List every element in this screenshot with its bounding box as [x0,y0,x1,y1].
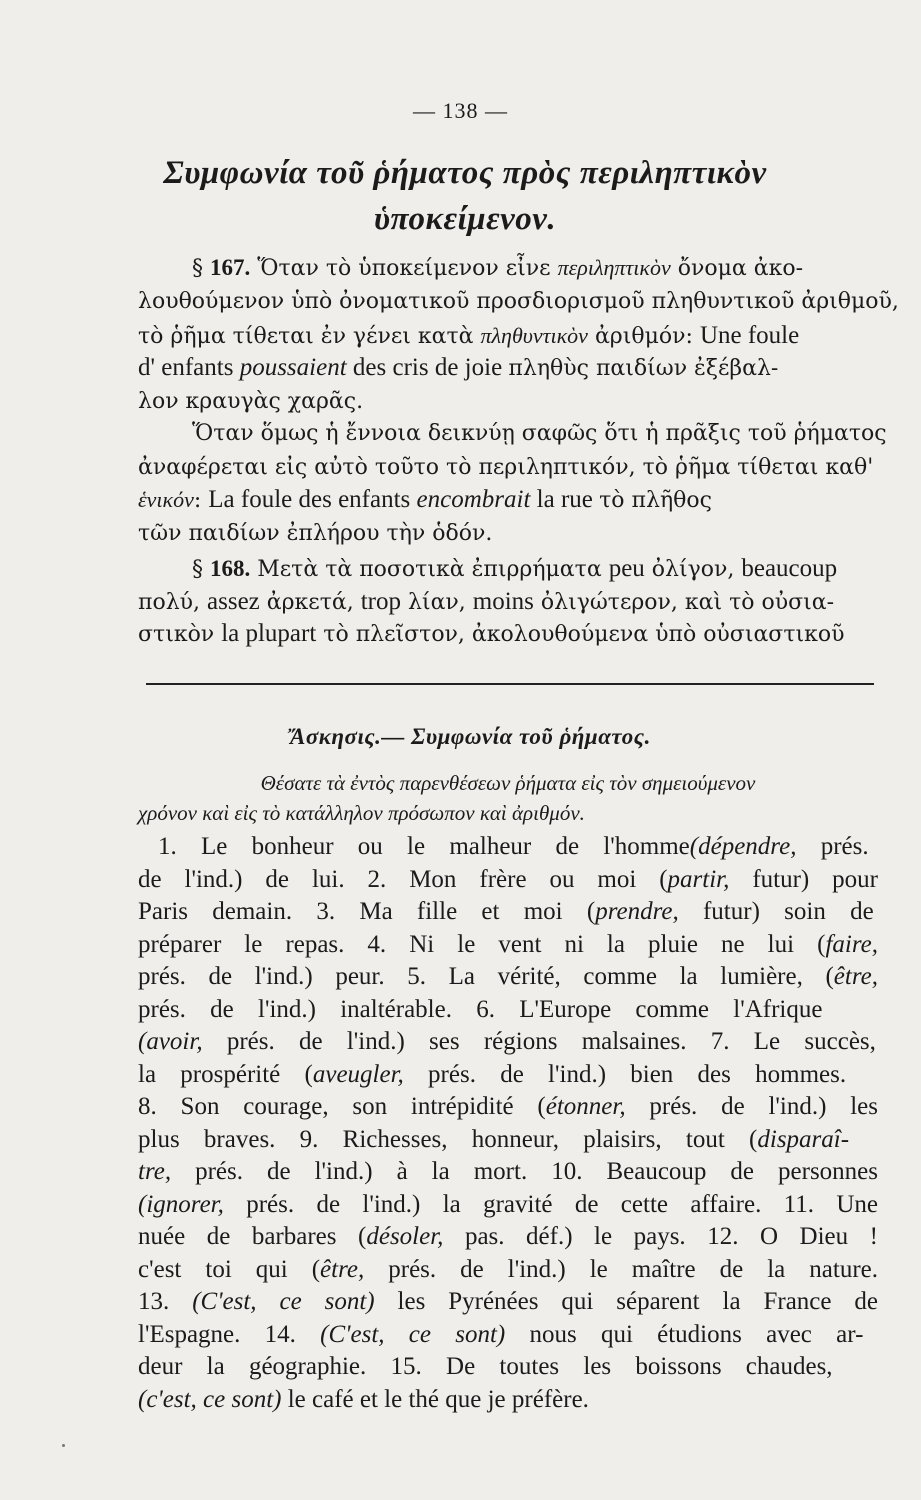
exercise-text: plus braves. 9. Richesses, honneur, plaisirs, tout ( [138,1125,758,1153]
exercise-text: prés. de l'ind.) les [625,1093,878,1120]
exercise-text: pas. déf.) le pays. 12. O Dieu ! [443,1223,878,1250]
exercise-line [138,1093,878,1121]
italic-verb: être, [320,1255,365,1283]
exercise-text: 8. Son courage, son intrépidité ( [138,1093,546,1120]
italic-verb: (c'est, ce sont) [138,1385,282,1413]
italic-verb: prendre, [595,898,679,925]
exercise-text: prés. de l'ind.) le maître de la nature. [364,1255,878,1283]
section-number: 167. [210,255,251,280]
exercise-text: futur) soin de [678,898,874,925]
p167-line-4: d' enfants poussaient des cris de joie πληθὺς παιδίων ἐξέβαλ- [138,354,779,381]
italic-verb: (dépendre, [689,833,797,860]
italic-verb: disparaî- [757,1125,850,1153]
p167-line-8: ἑνικόν: La foule des enfants encombrait la rue τὸ πλῆθος [138,486,712,513]
exercise-line [138,898,874,926]
exercise-line [138,1386,589,1414]
exercise-text: c'est toi qui ( [138,1255,321,1283]
exercise-line [138,1126,849,1154]
section-title [140,150,790,242]
exercise-line [138,1321,863,1349]
exercise-line [138,1288,878,1316]
italic-verb: partir, [667,865,730,893]
p167-line-5: λον κραυγὰς χαρᾶς. [138,389,364,414]
exercise-text: Paris demain. 3. Ma fille et moi ( [138,898,596,925]
exercise-text: prés. de l'ind.) ses régions malsaines. 7. Le succès, [202,1028,876,1055]
exercise-line [138,931,878,959]
italic-verb: (ignorer, [138,1190,224,1218]
exercise-text: prés. de l'ind.) inaltérable. 6. L'Europe comme l'Afrique [138,995,823,1023]
exercise-line [138,1061,846,1089]
exercise-title: Ἄσκησις.— Συμφωνία τοῦ ῥήματος. [290,724,651,749]
exercise-line [138,1028,876,1056]
exercise-text: l'Espagne. 14. [138,1320,321,1348]
italic-verb: aveugler, [312,1060,404,1088]
exercise-instruction-line-1: Θέσατε τὰ ἐντὸς παρενθέσεων ῥήματα εἰς τὸν σημειούμενον [260,771,756,795]
italic-verb: (avoir, [138,1028,203,1055]
exercise-line [138,866,878,894]
exercise-line [138,1191,878,1219]
exercise-line [138,963,878,991]
p167-line-3: τὸ ῥῆμα τίθεται ἐν γένει κατὰ πληθυντικὸν ἀριθμόν: Une foule [138,322,800,349]
p168-line-3: στικὸν la plupart τὸ πλεῖστον, ἀκολουθούμενα ὑπὸ οὐσιαστικοῦ [138,620,845,647]
italic-verb: être, [833,963,878,990]
exercise-text: prés. [796,833,869,860]
exercise-text: de l'ind.) de lui. 2. Mon frère ou moi ( [138,865,668,893]
italic-verb: faire, [825,930,878,958]
p167-line-7: ἀναφέρεται εἰς αὐτὸ τοῦτο τὸ περιληπτικόν, τὸ ῥῆμα τίθεται καθ' [138,455,874,480]
exercise-text: prés. de l'ind.) bien des hommes. [403,1060,847,1088]
exercise-line [158,833,869,861]
p167-line-1: § 167. Ὅταν τὸ ὑποκείμενον εἶνε περιληπτικὸν ὄνομα ἀκο- [192,255,804,281]
exercise-text: prés. de l'ind.) peur. 5. La vérité, comme la lumière, ( [138,963,834,990]
stray-mark [62,1444,65,1447]
exercise-text: 13. [138,1288,193,1315]
section-title-line-1: Συμφωνία τοῦ ῥήματος πρὸς περιληπτικὸν [163,155,767,191]
exercise-text: le café et le thé que je préfère. [281,1385,589,1413]
exercise-text: futur) pour [729,865,878,893]
p168-line-1: § 168. Μετὰ τὰ ποσοτικὰ ἐπιρρήματα peu ὀλίγον, beaucoup [192,555,838,582]
exercise-text: prés. de l'ind.) à la mort. 10. Beaucoup de personnes [171,1158,878,1185]
section-number: 168. [210,556,251,581]
p168-line-2: πολύ, assez ἀρκετά, trop λίαν, moins ὀλιγώτερον, καὶ τὸ οὐσια- [138,588,835,615]
italic-verb: (C'est, ce sont) [320,1320,506,1348]
exercise-line [138,1223,878,1251]
p167-line-6: Ὅταν ὅμως ἡ ἔννοια δεικνύῃ σαφῶς ὅτι ἡ πρᾶξις τοῦ ῥήματος [192,421,887,446]
exercise-text: deur la géographie. 15. De toutes les boissons chaudes, [138,1353,833,1380]
italic-verb: tre, [138,1158,172,1185]
exercise-text: 1. Le bonheur ou le malheur de l'homme [158,833,690,860]
horizontal-rule [146,683,874,685]
italic-verb: désoler, [366,1223,444,1250]
p167-line-2: λουθούμενον ὑπὸ ὀνοματικοῦ προσδιορισμοῦ πληθυντικοῦ ἀριθμοῦ, [138,289,899,314]
italic-verb: (C'est, ce sont) [192,1288,375,1315]
exercise-text: nous qui étudions avec ar- [505,1320,864,1348]
section-title-line-2: ὑποκείμενον. [373,201,557,237]
exercise-line [138,996,822,1024]
exercise-instruction-line-2: χρόνον καὶ εἰς τὸ κατάλληλον πρόσωπον καὶ ἀριθμόν. [138,801,585,825]
exercise-line [138,1256,878,1284]
exercise-line [138,1353,833,1381]
exercise-text: la prospérité ( [138,1060,313,1088]
p167-line-9: τῶν παιδίων ἐπλήρου τὴν ὁδόν. [138,521,493,546]
exercise-line [138,1158,878,1186]
exercise-text: préparer le repas. 4. Ni le vent ni la pluie ne lui ( [138,930,826,958]
exercise-text: les Pyrénées qui séparent la France de [374,1288,879,1315]
page-number: — 138 — [413,98,508,123]
exercise-text: prés. de l'ind.) la gravité de cette affaire. 11. Une [223,1190,878,1218]
exercise-text: nuée de barbares ( [138,1223,367,1250]
italic-verb: étonner, [545,1093,626,1120]
